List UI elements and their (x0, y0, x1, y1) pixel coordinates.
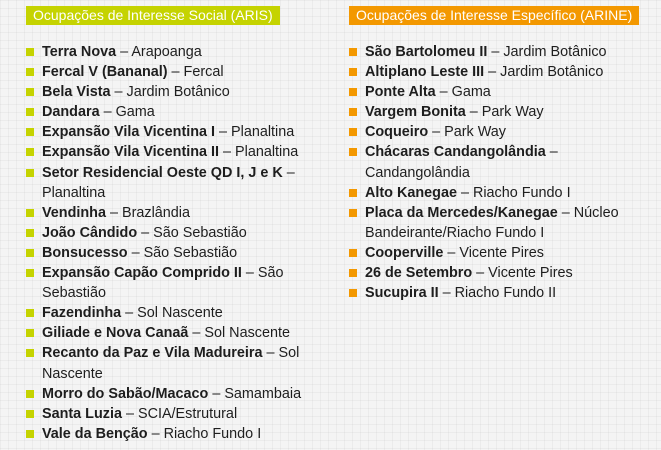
occupation-name: João Cândido (42, 224, 138, 241)
region-name: – São Sebastião (137, 224, 247, 241)
occupation-name: Expansão Vila Vicentina I (42, 124, 216, 141)
list-item (26, 384, 326, 404)
occupation-name: Giliade e Nova Canaã (42, 325, 189, 342)
occupation-name: Fercal V (Bananal) (42, 64, 168, 81)
list-item (26, 223, 326, 243)
list-item (26, 243, 326, 263)
square-bullet-icon (349, 108, 357, 116)
square-bullet-icon (349, 189, 357, 197)
list-item (26, 102, 326, 122)
square-bullet-icon (26, 269, 34, 277)
arine-heading: Ocupações de Interesse Específico (ARINE) (349, 6, 639, 25)
occupation-name: Coqueiro (365, 124, 429, 141)
region-name: – Vicente Pires (472, 265, 573, 282)
list-item (26, 404, 326, 424)
list-item (26, 82, 326, 102)
square-bullet-icon (26, 108, 34, 116)
square-bullet-icon (26, 48, 34, 56)
list-item (349, 62, 649, 82)
occupation-name: Bonsucesso (42, 244, 128, 261)
list-item (349, 283, 649, 303)
list-item (349, 42, 649, 62)
occupation-name: Vale da Benção (42, 425, 148, 442)
square-bullet-icon (26, 410, 34, 418)
list-item (26, 163, 326, 203)
region-name: – Núcleo Bandeirante/Riacho Fundo I (365, 204, 619, 241)
aris-list (26, 42, 326, 444)
square-bullet-icon (26, 88, 34, 96)
list-item (26, 42, 326, 62)
occupation-name: Alto Kanegae (365, 184, 457, 201)
square-bullet-icon (26, 349, 34, 357)
square-bullet-icon (26, 329, 34, 337)
region-name: – Vicente Pires (443, 244, 544, 261)
list-item (349, 122, 649, 142)
occupation-name: Santa Luzia (42, 405, 122, 422)
square-bullet-icon (349, 209, 357, 217)
list-item (349, 203, 649, 243)
region-name: – São Sebastião (127, 244, 238, 261)
occupation-name: Morro do Sabão/Macaco (42, 385, 209, 402)
region-name: – Arapoanga (116, 44, 202, 60)
occupation-name: Placa da Mercedes/Kanegae (365, 204, 558, 221)
region-name: – Sol Nascente (188, 325, 290, 342)
occupation-name: Recanto da Paz e Vila Madureira (42, 345, 263, 362)
square-bullet-icon (26, 390, 34, 398)
square-bullet-icon (26, 229, 34, 237)
list-item (26, 323, 326, 343)
square-bullet-icon (26, 430, 34, 438)
list-item (349, 183, 649, 203)
list-item (26, 263, 326, 303)
region-name: – Sol Nascente (121, 305, 223, 322)
region-name: – Riacho Fundo II (438, 285, 557, 302)
square-bullet-icon (26, 128, 34, 136)
region-name: – Fercal (167, 64, 224, 81)
square-bullet-icon (349, 128, 357, 136)
region-name: – Planaltina (42, 164, 295, 201)
region-name: – Planaltina (215, 124, 295, 141)
occupation-name: Dandara (42, 104, 100, 121)
list-item (26, 424, 326, 444)
arine-list (349, 42, 649, 303)
occupation-name: Bela Vista (42, 84, 111, 101)
occupation-name: Fazendinha (42, 305, 122, 322)
region-name: – SCIA/Estrutural (121, 405, 238, 422)
region-name: – São Sebastião (42, 265, 284, 302)
region-name: – Gama (435, 84, 491, 101)
list-item (349, 263, 649, 283)
region-name: – Riacho Fundo I (147, 425, 262, 442)
occupation-name: Sucupira II (365, 285, 439, 302)
occupation-name: Vendinha (42, 204, 106, 221)
occupation-name: Altiplano Leste III (365, 64, 485, 81)
aris-column (26, 6, 326, 444)
region-name: – Jardim Botânico (110, 84, 230, 101)
occupation-name: Terra Nova (42, 44, 117, 60)
square-bullet-icon (26, 68, 34, 76)
square-bullet-icon (349, 48, 357, 56)
square-bullet-icon (26, 148, 34, 156)
square-bullet-icon (349, 289, 357, 297)
occupation-name: Expansão Capão Comprido II (42, 265, 242, 282)
region-name: – Jardim Botânico (484, 64, 604, 81)
region-name: – Sol Nascente (42, 345, 300, 382)
region-name: – Jardim Botânico (487, 44, 607, 60)
occupation-name: Chácaras Candangolândia (365, 144, 546, 161)
region-name: – Brazlândia (105, 204, 190, 221)
region-name: – Park Way (428, 124, 506, 141)
region-name: – Planaltina (219, 144, 299, 161)
occupation-name: Setor Residencial Oeste QD I, J e K (42, 164, 283, 181)
region-name: – Gama (99, 104, 155, 121)
square-bullet-icon (349, 249, 357, 257)
list-item (26, 62, 326, 82)
square-bullet-icon (349, 88, 357, 96)
aris-heading: Ocupações de Interesse Social (ARIS) (26, 6, 280, 25)
arine-column (349, 6, 649, 303)
occupation-name: Vargem Bonita (365, 104, 466, 121)
region-name: – Riacho Fundo I (456, 184, 571, 201)
region-name: – Candangolândia (365, 144, 558, 181)
square-bullet-icon (26, 169, 34, 177)
list-item (349, 243, 649, 263)
occupation-name: Cooperville (365, 244, 444, 261)
list-item (26, 303, 326, 323)
occupation-name: São Bartolomeu II (365, 44, 488, 60)
square-bullet-icon (349, 68, 357, 76)
square-bullet-icon (26, 209, 34, 217)
square-bullet-icon (26, 249, 34, 257)
square-bullet-icon (349, 148, 357, 156)
list-item (26, 343, 326, 383)
list-item (26, 122, 326, 142)
occupation-name: 26 de Setembro (365, 265, 473, 282)
list-item (26, 142, 326, 162)
list-item (349, 102, 649, 122)
list-item (349, 82, 649, 102)
occupation-name: Expansão Vila Vicentina II (42, 144, 220, 161)
region-name: – Samambaia (208, 385, 302, 402)
list-item (26, 203, 326, 223)
list-item (349, 142, 649, 182)
region-name: – Park Way (465, 104, 544, 121)
occupation-name: Ponte Alta (365, 84, 436, 101)
square-bullet-icon (26, 309, 34, 317)
square-bullet-icon (349, 269, 357, 277)
